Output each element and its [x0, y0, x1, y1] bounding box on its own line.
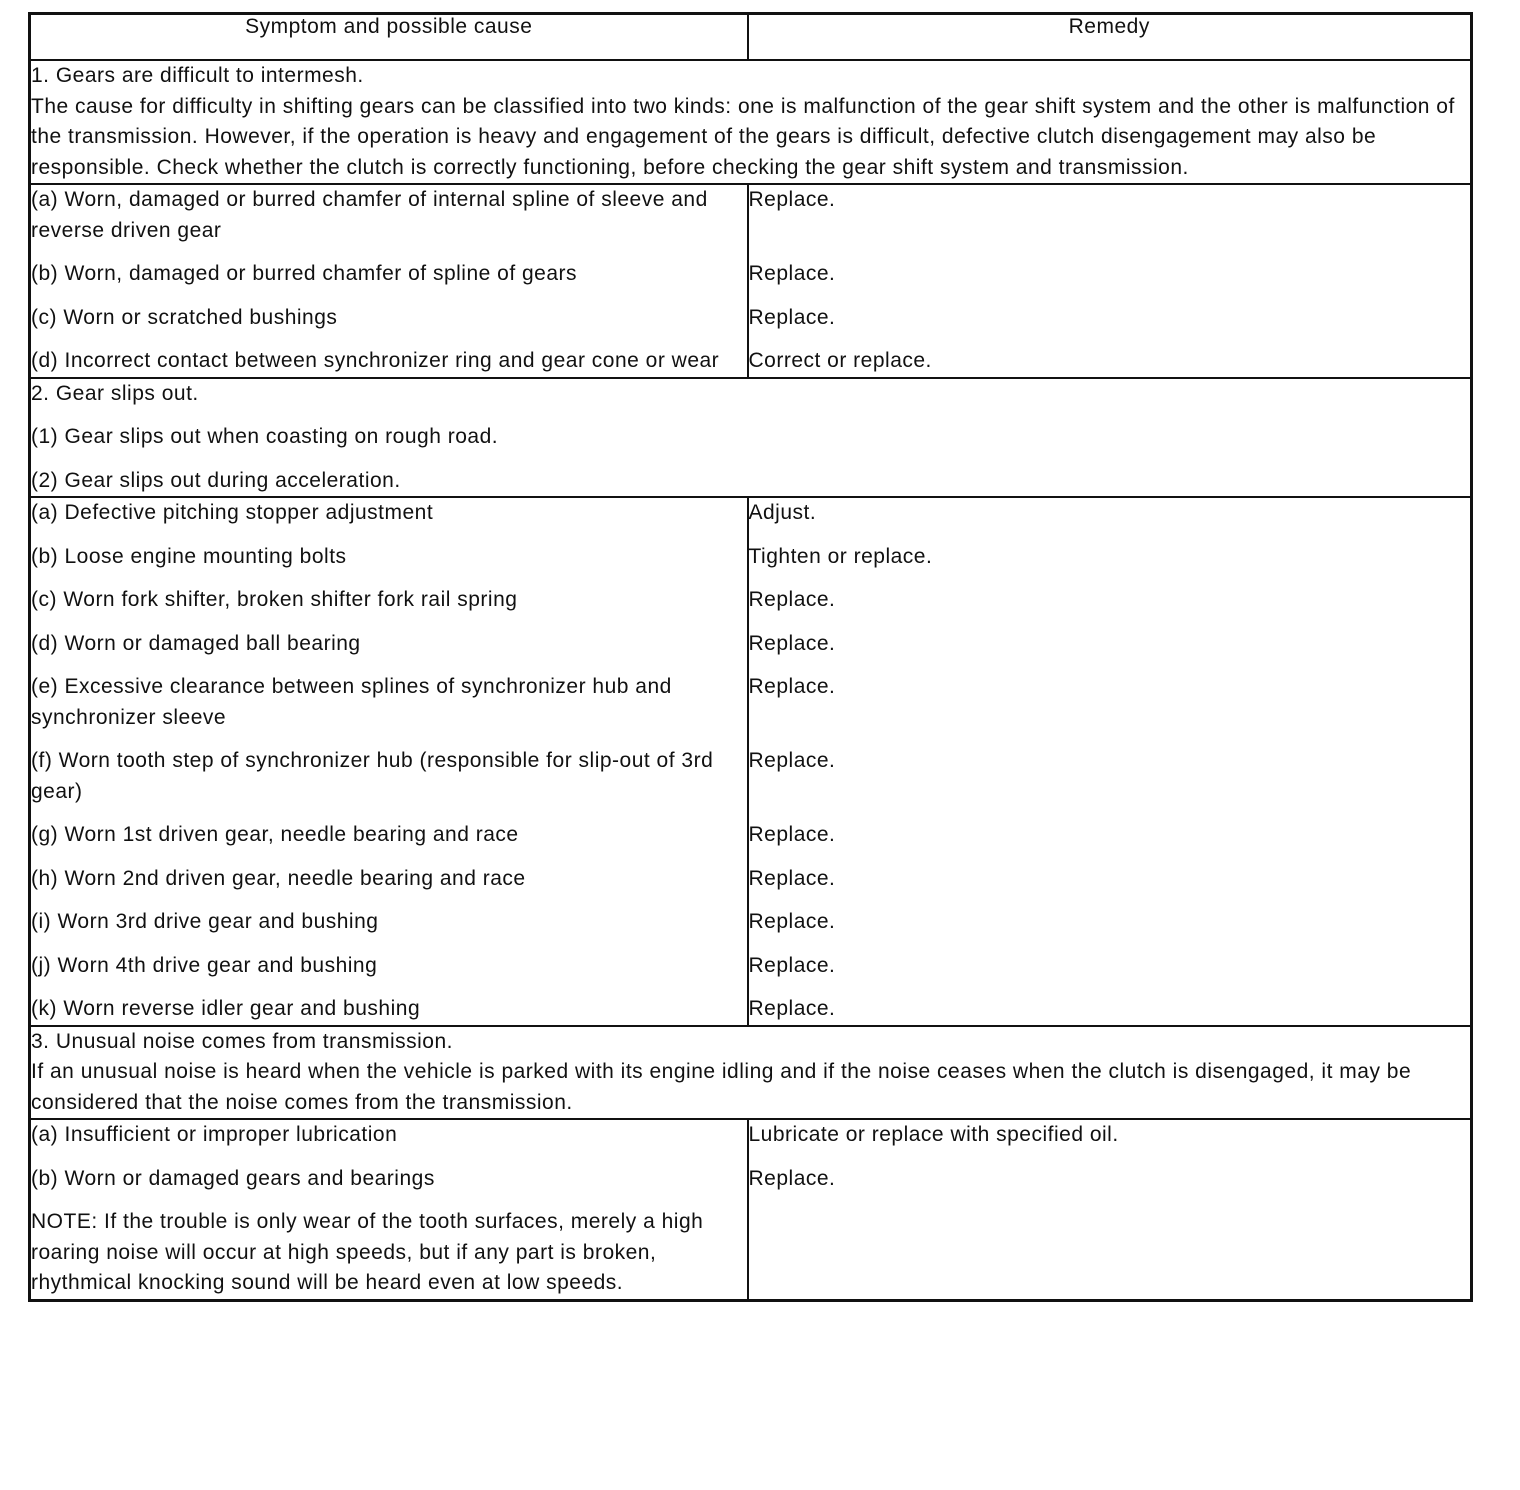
remedy-1a: Replace. — [748, 188, 836, 211]
cause-1b: (b) Worn, damaged or burred chamfer of spline of gears — [31, 262, 578, 285]
section-2-title: 2. Gear slips out. — [31, 381, 199, 405]
remedy-3a: Lubricate or replace with specified oil. — [748, 1123, 1119, 1146]
remedy-1d: Correct or replace. — [748, 349, 932, 372]
cause-2g: (g) Worn 1st driven gear, needle bearing and race — [31, 823, 519, 846]
section-3-title: 3. Unusual noise comes from transmission. — [31, 1029, 453, 1053]
section-2-remedies — [748, 497, 1472, 1026]
remedy-1b: Replace. — [748, 262, 836, 285]
section-3-heading — [30, 1026, 1472, 1120]
remedy-3b: Replace. — [748, 1166, 836, 1190]
cause-2k: (k) Worn reverse idler gear and bushing — [31, 997, 421, 1020]
cause-2a: (a) Defective pitching stopper adjustment — [31, 501, 434, 524]
troubleshooting-table — [28, 12, 1473, 1302]
remedy-2d: Replace. — [748, 631, 836, 655]
table-header-row — [30, 14, 1472, 61]
section-2-heading — [30, 378, 1472, 498]
cause-2b: (b) Loose engine mounting bolts — [31, 544, 347, 568]
section-2-sub-2: (2) Gear slips out during acceleration. — [31, 468, 401, 492]
remedy-2g: Replace. — [748, 823, 836, 846]
section-3-items-row — [30, 1119, 1472, 1300]
section-2-sub-1: (1) Gear slips out when coasting on rough road. — [31, 425, 499, 448]
section-1-title: 1. Gears are difficult to intermesh. — [31, 64, 364, 87]
cause-2i: (i) Worn 3rd drive gear and bushing — [31, 910, 379, 933]
remedy-2f: Replace. — [748, 749, 836, 772]
remedy-2a: Adjust. — [748, 501, 817, 524]
cause-2j: (j) Worn 4th drive gear and bushing — [31, 953, 378, 977]
remedy-2b: Tighten or replace. — [748, 544, 933, 568]
cause-2h: (h) Worn 2nd driven gear, needle bearing and race — [31, 866, 526, 890]
section-1-remedies — [748, 184, 1472, 378]
remedy-2i: Replace. — [748, 910, 836, 933]
section-3-note: NOTE: If the trouble is only wear of the tooth surfaces, merely a high roaring noise will occur at high speeds, but if any part is broken, rhythmical knocking sound will be heard even at low speeds. — [31, 1210, 704, 1294]
cause-1d: (d) Incorrect contact between synchronizer ring and gear cone or wear — [31, 349, 720, 372]
section-1-heading — [30, 60, 1472, 184]
section-1-causes — [30, 184, 748, 378]
section-3-row — [30, 1026, 1472, 1120]
cause-2c: (c) Worn fork shifter, broken shifter fork rail spring — [31, 588, 518, 611]
section-1-description: The cause for difficulty in shifting gears can be classified into two kinds: one is malfunction of the gear shift system and the other is malfunction of the transmission. However, if the operation is heavy and engagement of the gears is difficult, defective clutch disengagement may also be responsible. Check whether the clutch is correctly functioning, before checking the gear shift system and transmission. — [31, 94, 1455, 179]
section-2-items-row — [30, 497, 1472, 1026]
section-2-causes — [30, 497, 748, 1026]
section-2-row — [30, 378, 1472, 498]
remedy-2c: Replace. — [748, 588, 836, 611]
section-1-row — [30, 60, 1472, 184]
remedy-2j: Replace. — [748, 953, 836, 977]
cause-2f: (f) Worn tooth step of synchronizer hub (responsible for slip-out of 3rd gear) — [31, 749, 714, 803]
section-3-remedies — [748, 1119, 1472, 1300]
header-symptom: Symptom and possible cause — [30, 14, 748, 61]
section-1-items-row — [30, 184, 1472, 378]
cause-2d: (d) Worn or damaged ball bearing — [31, 631, 361, 655]
cause-3a: (a) Insufficient or improper lubrication — [31, 1123, 398, 1146]
header-remedy: Remedy — [748, 14, 1472, 61]
remedy-2k: Replace. — [748, 997, 836, 1020]
section-3-description: If an unusual noise is heard when the vehicle is parked with its engine idling and if the noise ceases when the clutch is disengaged, it may be considered that the noise comes from the transmission. — [31, 1060, 1412, 1114]
section-3-causes — [30, 1119, 748, 1300]
cause-1c: (c) Worn or scratched bushings — [31, 305, 338, 329]
cause-1a: (a) Worn, damaged or burred chamfer of internal spline of sleeve and reverse driven gear — [31, 188, 708, 242]
remedy-2e: Replace. — [748, 675, 836, 698]
cause-2e: (e) Excessive clearance between splines of synchronizer hub and synchronizer sleeve — [31, 675, 672, 729]
cause-3b: (b) Worn or damaged gears and bearings — [31, 1166, 435, 1190]
remedy-1c: Replace. — [748, 305, 836, 329]
remedy-2h: Replace. — [748, 866, 836, 890]
